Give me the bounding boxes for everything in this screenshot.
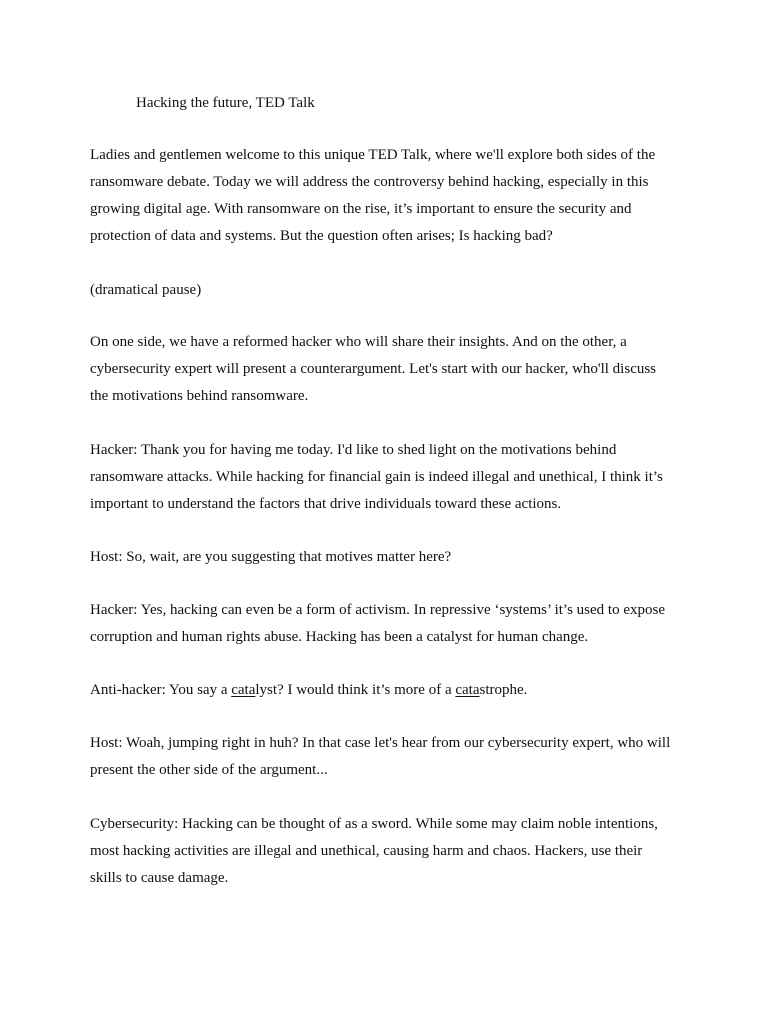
text-line: important to understand the factors that drive individuals toward these actions. [90, 496, 562, 512]
text-line: Ladies and gentlemen welcome to this unique TED Talk, where we'll explore both sides of the [90, 147, 656, 163]
text-line: corruption and human rights abuse. Hacking has been a catalyst for human change. [90, 629, 589, 645]
paragraph-cybersecurity [90, 811, 658, 892]
paragraph-hacker-1 [90, 437, 663, 518]
text-line: (dramatical pause) [90, 282, 202, 298]
paragraph-host-2 [90, 730, 670, 784]
text-line: most hacking activities are illegal and unethical, causing harm and chaos. Hackers, use their [90, 843, 643, 859]
text-line: Cybersecurity: Hacking can be thought of as a sword. While some may claim noble intentions, [90, 816, 658, 832]
text-line: Host: So, wait, are you suggesting that motives matter here? [90, 549, 452, 565]
paragraph-hacker-2 [90, 597, 665, 651]
text-line: ransomware attacks. While hacking for financial gain is indeed illegal and unethical, I think it’s [90, 469, 663, 485]
anti-hacker-text-1: Anti-hacker: You say a [90, 682, 232, 698]
text-line: skills to cause damage. [90, 870, 229, 886]
text-line [90, 677, 527, 704]
text-line: present the other side of the argument... [90, 762, 328, 778]
underlined-text: cata [455, 682, 480, 698]
paragraph-anti-hacker [90, 677, 527, 704]
text-line: Hacker: Yes, hacking can even be a form of activism. In repressive ‘systems’ it’s used to expose [90, 602, 665, 618]
text-line: Host: Woah, jumping right in huh? In that case let's hear from our cybersecurity expert, who will [90, 735, 671, 751]
text-line: growing digital age. With ransomware on the rise, it’s important to ensure the security and [90, 201, 632, 217]
document-title: Hacking the future, TED Talk [136, 95, 315, 111]
text-line: Hacker: Thank you for having me today. I'd like to shed light on the motivations behind [90, 442, 617, 458]
paragraph-intro [90, 142, 655, 250]
text-line: On one side, we have a reformed hacker who will share their insights. And on the other, a [90, 334, 627, 350]
text-line: ransomware debate. Today we will address the controversy behind hacking, especially in this [90, 174, 649, 190]
text-line: the motivations behind ransomware. [90, 388, 309, 404]
text-line: protection of data and systems. But the question often arises; Is hacking bad? [90, 228, 553, 244]
paragraph-pause [90, 277, 201, 304]
underlined-text: cata [231, 682, 256, 698]
anti-hacker-text-2: lyst? I would think it’s more of a [255, 682, 456, 698]
anti-hacker-text-3: strophe. [479, 682, 528, 698]
paragraph-introduction-speakers [90, 329, 656, 410]
text-line: cybersecurity expert will present a counterargument. Let's start with our hacker, who'll discuss [90, 361, 657, 377]
paragraph-host-1 [90, 544, 451, 571]
